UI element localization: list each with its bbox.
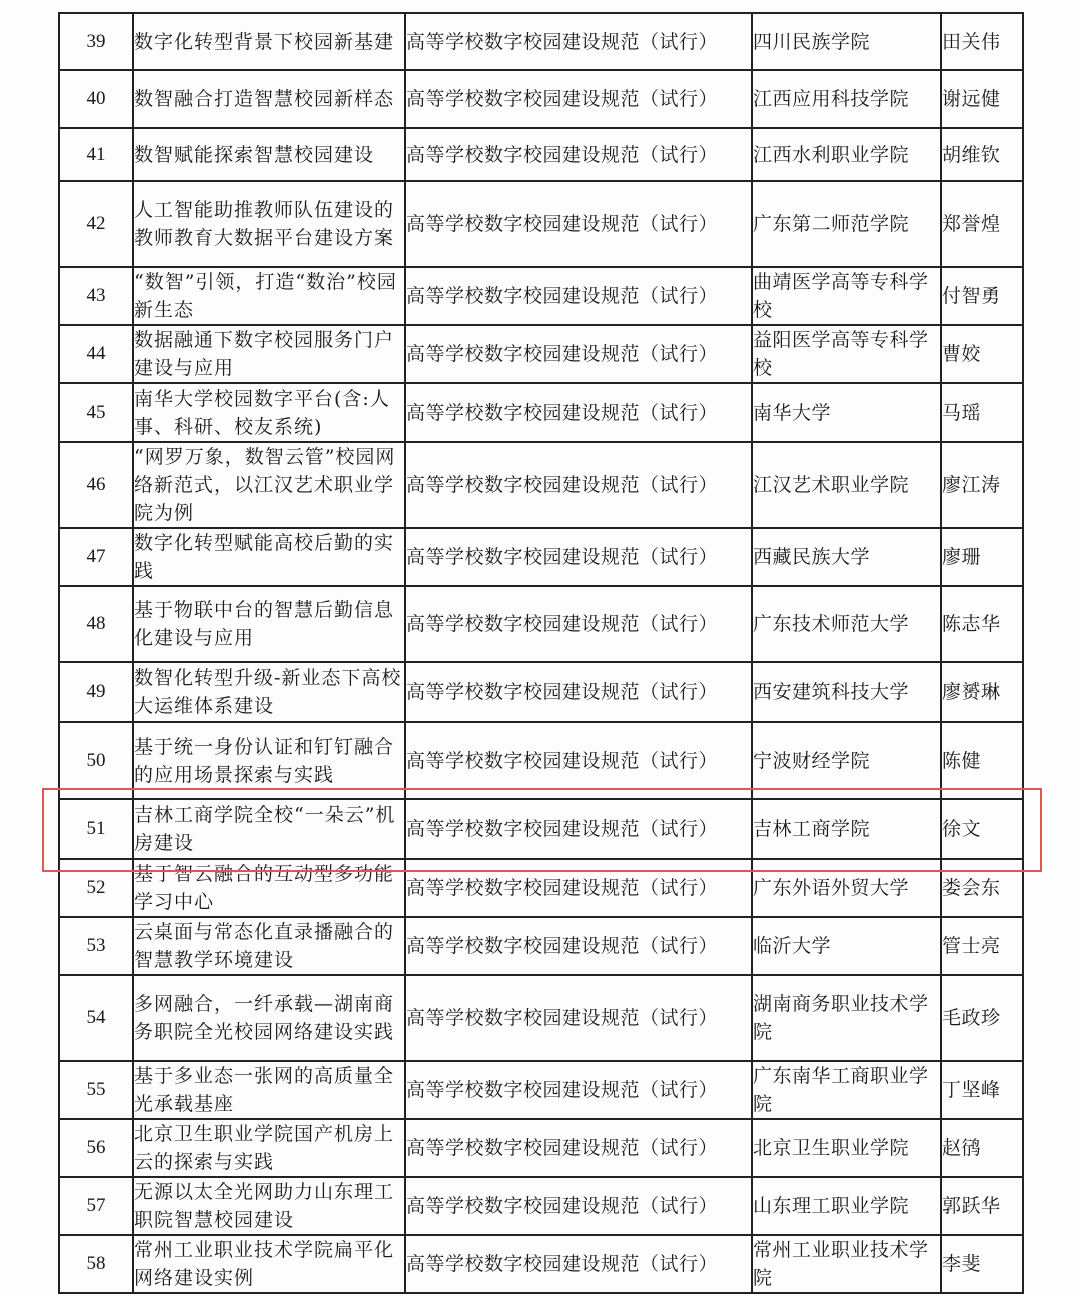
row-number: 53 xyxy=(59,917,133,975)
person-name: 李斐 xyxy=(941,1235,1023,1293)
person-name: 娄会东 xyxy=(941,859,1023,917)
row-number: 41 xyxy=(59,128,133,181)
project-title: 基于物联中台的智慧后勤信息化建设与应用 xyxy=(133,586,405,662)
institution-name: 江汉艺术职业学院 xyxy=(752,442,941,528)
row-number: 44 xyxy=(59,325,133,383)
standard-name: 高等学校数字校园建设规范（试行） xyxy=(405,181,752,267)
person-name: 谢远健 xyxy=(941,70,1023,128)
standard-name: 高等学校数字校园建设规范（试行） xyxy=(405,1235,752,1293)
institution-name: 西安建筑科技大学 xyxy=(752,662,941,722)
project-title: 数智融合打造智慧校园新样态 xyxy=(133,70,405,128)
project-title: 基于统一身份认证和钉钉融合的应用场景探索与实践 xyxy=(133,722,405,799)
row-number: 39 xyxy=(59,13,133,70)
project-title: 云桌面与常态化直录播融合的智慧教学环境建设 xyxy=(133,917,405,975)
person-name: 马瑶 xyxy=(941,383,1023,442)
standard-name: 高等学校数字校园建设规范（试行） xyxy=(405,1061,752,1119)
institution-name: 南华大学 xyxy=(752,383,941,442)
row-number: 40 xyxy=(59,70,133,128)
standard-name: 高等学校数字校园建设规范（试行） xyxy=(405,267,752,325)
person-name: 管士亮 xyxy=(941,917,1023,975)
project-title: 无源以太全光网助力山东理工职院智慧校园建设 xyxy=(133,1177,405,1235)
row-number: 57 xyxy=(59,1177,133,1235)
standard-name: 高等学校数字校园建设规范（试行） xyxy=(405,442,752,528)
standard-name: 高等学校数字校园建设规范（试行） xyxy=(405,975,752,1061)
row-number: 56 xyxy=(59,1119,133,1177)
row-number: 58 xyxy=(59,1235,133,1293)
standard-name: 高等学校数字校园建设规范（试行） xyxy=(405,859,752,917)
table-row xyxy=(59,528,1023,586)
project-title: 人工智能助推教师队伍建设的教师教育大数据平台建设方案 xyxy=(133,181,405,267)
project-title: 数字化转型赋能高校后勤的实践 xyxy=(133,528,405,586)
table-row xyxy=(59,325,1023,383)
project-title: 常州工业职业技术学院扁平化网络建设实例 xyxy=(133,1235,405,1293)
institution-name: 常州工业职业技术学院 xyxy=(752,1235,941,1293)
person-name: 郑誉煌 xyxy=(941,181,1023,267)
person-name: 付智勇 xyxy=(941,267,1023,325)
table-row xyxy=(59,70,1023,128)
standard-name: 高等学校数字校园建设规范（试行） xyxy=(405,1119,752,1177)
standard-name: 高等学校数字校园建设规范（试行） xyxy=(405,13,752,70)
project-title: 北京卫生职业学院国产机房上云的探索与实践 xyxy=(133,1119,405,1177)
project-title: 数字化转型背景下校园新基建 xyxy=(133,13,405,70)
row-number: 55 xyxy=(59,1061,133,1119)
table-row xyxy=(59,917,1023,975)
table-row xyxy=(59,1119,1023,1177)
table-row xyxy=(59,181,1023,267)
standard-name: 高等学校数字校园建设规范（试行） xyxy=(405,917,752,975)
institution-name: 宁波财经学院 xyxy=(752,722,941,799)
table-row xyxy=(59,859,1023,917)
row-number: 51 xyxy=(59,799,133,859)
table-row xyxy=(59,975,1023,1061)
table-row xyxy=(59,662,1023,722)
standard-name: 高等学校数字校园建设规范（试行） xyxy=(405,70,752,128)
institution-name: 临沂大学 xyxy=(752,917,941,975)
standard-name: 高等学校数字校园建设规范（试行） xyxy=(405,662,752,722)
table-body xyxy=(59,13,1023,1293)
project-title: “数智”引领，打造“数治”校园新生态 xyxy=(133,267,405,325)
standard-name: 高等学校数字校园建设规范（试行） xyxy=(405,722,752,799)
row-number: 42 xyxy=(59,181,133,267)
row-number: 43 xyxy=(59,267,133,325)
person-name: 廖珊 xyxy=(941,528,1023,586)
person-name: 陈健 xyxy=(941,722,1023,799)
table-row xyxy=(59,1177,1023,1235)
table-row xyxy=(59,1235,1023,1293)
table-row xyxy=(59,799,1023,859)
row-number: 48 xyxy=(59,586,133,662)
table-row xyxy=(59,267,1023,325)
table-row xyxy=(59,722,1023,799)
project-title: “网罗万象，数智云管”校园网络新范式，以江汉艺术职业学院为例 xyxy=(133,442,405,528)
standard-name: 高等学校数字校园建设规范（试行） xyxy=(405,799,752,859)
project-title: 基于多业态一张网的高质量全光承载基座 xyxy=(133,1061,405,1119)
institution-name: 江西水利职业学院 xyxy=(752,128,941,181)
standard-name: 高等学校数字校园建设规范（试行） xyxy=(405,325,752,383)
table-row xyxy=(59,442,1023,528)
person-name: 田关伟 xyxy=(941,13,1023,70)
person-name: 丁坚峰 xyxy=(941,1061,1023,1119)
institution-name: 曲靖医学高等专科学校 xyxy=(752,267,941,325)
institution-name: 江西应用科技学院 xyxy=(752,70,941,128)
person-name: 赵鸻 xyxy=(941,1119,1023,1177)
row-number: 52 xyxy=(59,859,133,917)
institution-name: 吉林工商学院 xyxy=(752,799,941,859)
institution-name: 四川民族学院 xyxy=(752,13,941,70)
standard-name: 高等学校数字校园建设规范（试行） xyxy=(405,128,752,181)
project-title: 多网融合，一纤承载—湖南商务职院全光校园网络建设实践 xyxy=(133,975,405,1061)
row-number: 47 xyxy=(59,528,133,586)
person-name: 胡维钦 xyxy=(941,128,1023,181)
person-name: 毛政珍 xyxy=(941,975,1023,1061)
row-number: 50 xyxy=(59,722,133,799)
standard-name: 高等学校数字校园建设规范（试行） xyxy=(405,528,752,586)
standard-name: 高等学校数字校园建设规范（试行） xyxy=(405,383,752,442)
person-name: 廖江涛 xyxy=(941,442,1023,528)
institution-name: 湖南商务职业技术学院 xyxy=(752,975,941,1061)
institution-name: 广东南华工商职业学院 xyxy=(752,1061,941,1119)
person-name: 廖赟琳 xyxy=(941,662,1023,722)
table-row xyxy=(59,383,1023,442)
table-row xyxy=(59,13,1023,70)
person-name: 徐文 xyxy=(941,799,1023,859)
row-number: 49 xyxy=(59,662,133,722)
project-title: 数据融通下数字校园服务门户建设与应用 xyxy=(133,325,405,383)
project-title: 南华大学校园数字平台(含:人事、科研、校友系统) xyxy=(133,383,405,442)
person-name: 陈志华 xyxy=(941,586,1023,662)
standard-name: 高等学校数字校园建设规范（试行） xyxy=(405,1177,752,1235)
institution-name: 西藏民族大学 xyxy=(752,528,941,586)
table-row xyxy=(59,128,1023,181)
table-row xyxy=(59,1061,1023,1119)
institution-name: 广东外语外贸大学 xyxy=(752,859,941,917)
institution-name: 广东第二师范学院 xyxy=(752,181,941,267)
person-name: 曹姣 xyxy=(941,325,1023,383)
project-title: 基于智云融合的互动型多功能学习中心 xyxy=(133,859,405,917)
standard-name: 高等学校数字校园建设规范（试行） xyxy=(405,586,752,662)
project-title: 数智化转型升级-新业态下高校大运维体系建设 xyxy=(133,662,405,722)
institution-name: 广东技术师范大学 xyxy=(752,586,941,662)
row-number: 45 xyxy=(59,383,133,442)
person-name: 郭跃华 xyxy=(941,1177,1023,1235)
institution-name: 山东理工职业学院 xyxy=(752,1177,941,1235)
row-number: 54 xyxy=(59,975,133,1061)
table-row xyxy=(59,586,1023,662)
project-table xyxy=(58,12,1024,1294)
project-title: 吉林工商学院全校“一朵云”机房建设 xyxy=(133,799,405,859)
row-number: 46 xyxy=(59,442,133,528)
project-title: 数智赋能探索智慧校园建设 xyxy=(133,128,405,181)
institution-name: 北京卫生职业学院 xyxy=(752,1119,941,1177)
institution-name: 益阳医学高等专科学校 xyxy=(752,325,941,383)
